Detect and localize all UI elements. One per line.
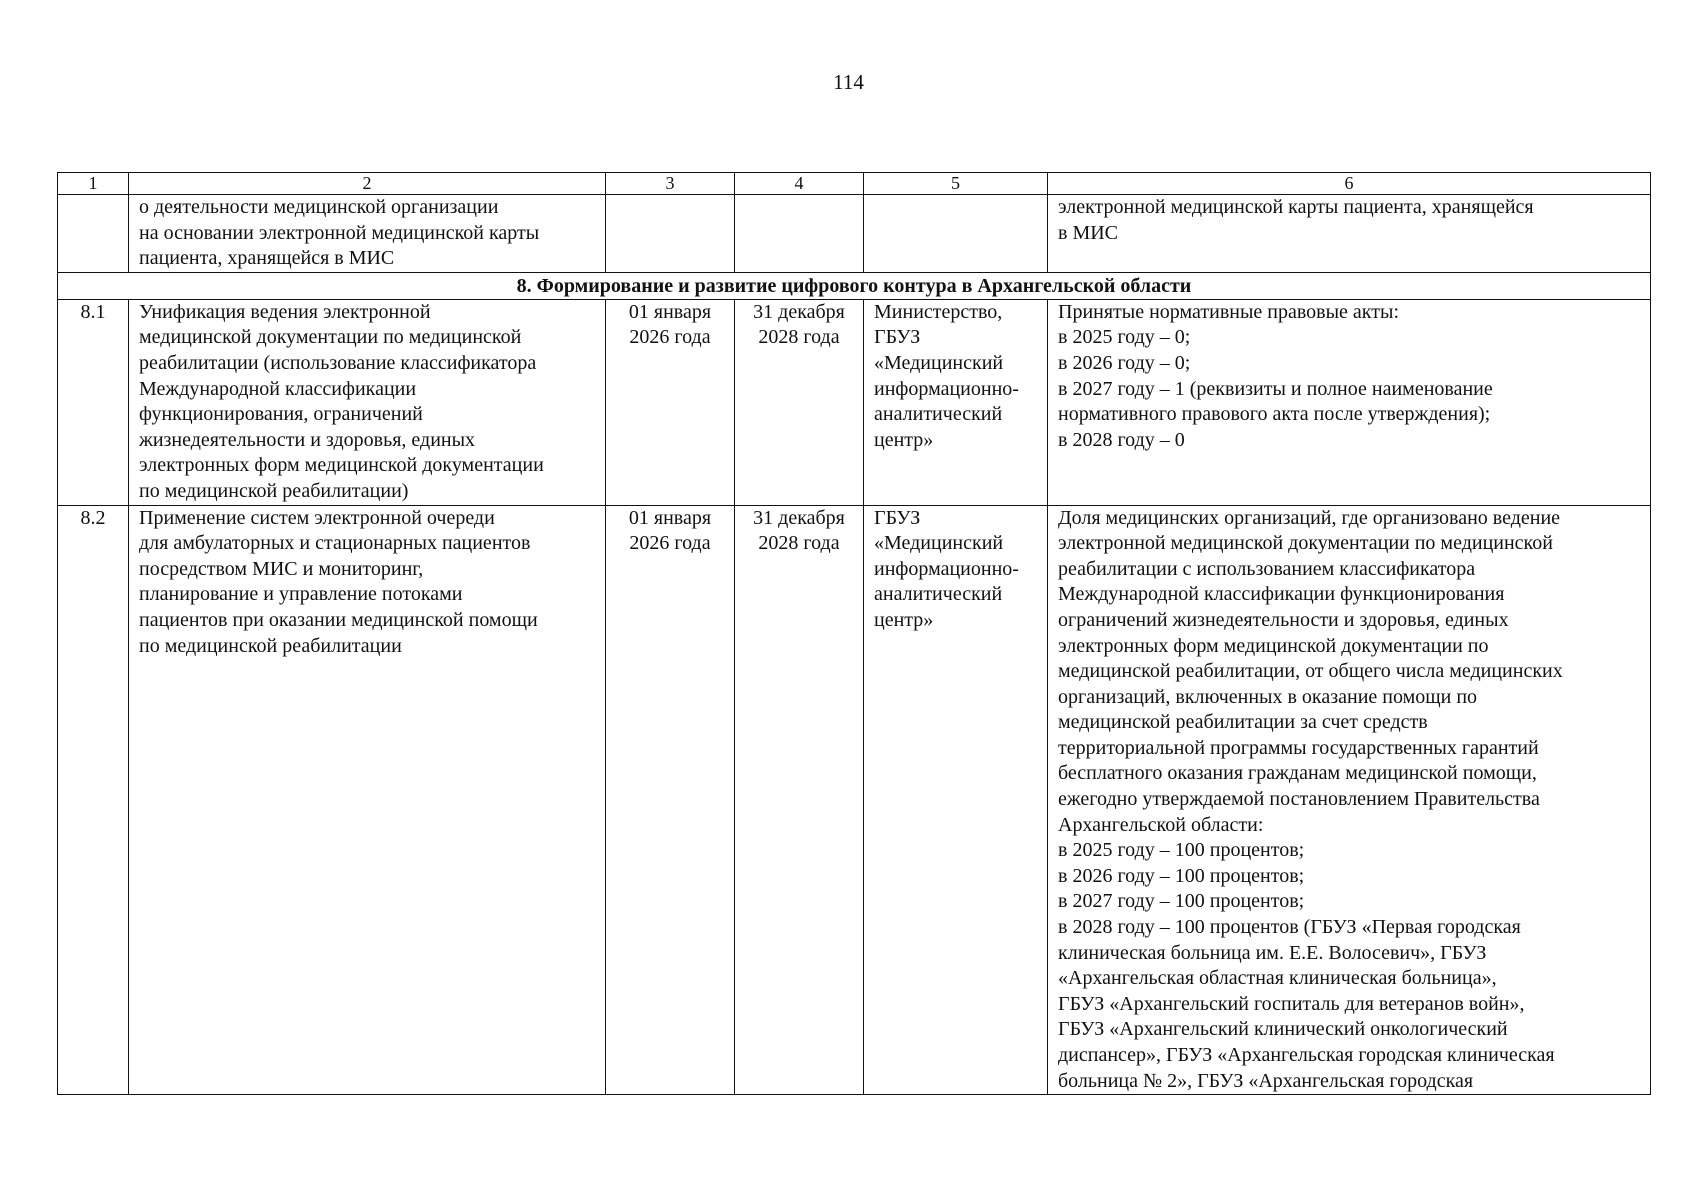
text-line: по медицинской реабилитации [139, 634, 402, 657]
text-line: в 2025 году – 100 процентов; [1058, 839, 1305, 862]
responsible-cell [864, 195, 1048, 273]
column-number: 5 [864, 173, 1048, 195]
text-line: диспансер», ГБУЗ «Архангельская городская клиническая [1058, 1044, 1555, 1066]
text-line: медицинской реабилитации, от общего числа медицинских [1058, 660, 1563, 683]
start-date-cell [606, 195, 735, 273]
text-line: медицинской документации по медицинской [139, 326, 522, 349]
text-line: в 2027 году – 1 (реквизиты и полное наименование [1058, 377, 1493, 400]
text-line: ГБУЗ «Архангельский клинический онкологический [1058, 1018, 1508, 1041]
text-line: 2026 года [629, 326, 711, 349]
text-line: 31 декабря [753, 506, 845, 529]
text-line: Международной классификации функционирования [1058, 583, 1505, 606]
text-line: Принятые нормативные правовые акты: [1058, 300, 1399, 323]
text-line: 2028 года [758, 326, 840, 349]
column-number: 6 [1048, 173, 1651, 195]
text-line: Министерство, [874, 300, 1003, 323]
text-line: 2028 года [758, 532, 840, 555]
result-cell [1048, 299, 1651, 505]
row-number-cell: 8.1 [58, 299, 129, 505]
end-date-cell [735, 505, 864, 1095]
continuation-row [58, 195, 1651, 273]
text-line: клиническая больница им. Е.Е. Волосевич», ГБУЗ [1058, 941, 1487, 964]
text-line: «Медицинский [874, 532, 1004, 555]
text-line: Доля медицинских организаций, где организовано ведение [1058, 506, 1561, 529]
end-date-cell [735, 299, 864, 505]
text-line: реабилитации (использование классификатора [139, 351, 537, 374]
end-date-cell [735, 195, 864, 273]
text-line: в 2026 году – 100 процентов; [1058, 864, 1305, 887]
text-line: электронной медицинской карты пациента, хранящейся [1058, 196, 1534, 218]
text-line: электронных форм медицинской документации по [1058, 634, 1489, 657]
text-line: 2026 года [629, 532, 711, 555]
text-line: центр» [874, 608, 934, 631]
text-line: нормативного правового акта после утверждения); [1058, 403, 1491, 426]
description-cell [129, 505, 606, 1095]
start-date-cell [606, 299, 735, 505]
text-line: медицинской реабилитации за счет средств [1058, 711, 1428, 734]
page-number: 114 [833, 70, 864, 94]
column-number: 3 [606, 173, 735, 195]
responsible-cell [864, 505, 1048, 1095]
section-title: 8. Формирование и развитие цифрового контура в Архангельской области [58, 272, 1651, 299]
result-cell [1048, 195, 1651, 273]
text-line: территориальной программы государственных гарантий [1058, 736, 1539, 759]
text-line: организаций, включенных в оказание помощи по [1058, 685, 1478, 708]
table-row [58, 505, 1651, 1095]
text-line: информационно- [874, 557, 1019, 580]
text-line: ГБУЗ [874, 326, 921, 349]
result-cell [1048, 505, 1651, 1095]
row-number-cell: 8.2 [58, 505, 129, 1095]
text-line: аналитический [874, 583, 1003, 606]
text-line: пациентов при оказании медицинской помощи [139, 608, 538, 631]
row-number-cell [58, 195, 129, 273]
text-line: посредством МИС и мониторинг, [139, 557, 424, 580]
text-line: для амбулаторных и стационарных пациентов [139, 532, 531, 555]
text-line: на основании электронной медицинской карты [139, 221, 540, 244]
text-line: реабилитации с использованием классификатора [1058, 557, 1476, 580]
text-line: жизнедеятельности и здоровья, единых [139, 428, 476, 451]
text-line: 01 января [628, 300, 712, 323]
text-line: планирование и управление потоками [139, 583, 463, 606]
text-line: Архангельской области: [1058, 813, 1264, 836]
text-line: «Архангельская областная клиническая больница», [1058, 967, 1497, 990]
column-number-row [58, 173, 1651, 195]
column-number: 2 [129, 173, 606, 195]
text-line: по медицинской реабилитации) [139, 479, 409, 502]
text-line: бесплатного оказания гражданам медицинской помощи, [1058, 762, 1537, 785]
text-line: в 2027 году – 100 процентов; [1058, 890, 1305, 913]
column-number: 4 [735, 173, 864, 195]
text-line: в 2028 году – 100 процентов (ГБУЗ «Первая городская [1058, 916, 1521, 939]
text-line: больница № 2», ГБУЗ «Архангельская городская [1058, 1069, 1474, 1092]
text-line: центр» [874, 428, 934, 451]
text-line: в 2026 году – 0; [1058, 351, 1191, 374]
text-line: в 2025 году – 0; [1058, 326, 1191, 349]
text-line: Международной классификации [139, 377, 417, 400]
text-line: Унификация ведения электронной [139, 300, 431, 323]
text-line: аналитический [874, 403, 1003, 426]
text-line: Применение систем электронной очереди [139, 506, 495, 529]
description-cell [129, 299, 606, 505]
text-line: ГБУЗ [874, 506, 921, 529]
text-line: ГБУЗ «Архангельский госпиталь для ветеранов войн», [1058, 992, 1525, 1015]
section-row [58, 272, 1651, 299]
text-line: информационно- [874, 377, 1019, 400]
text-line: в МИС [1058, 221, 1119, 244]
start-date-cell [606, 505, 735, 1095]
measures-table [57, 172, 1651, 1095]
text-line: «Медицинский [874, 351, 1004, 374]
text-line: 01 января [628, 506, 712, 529]
text-line: ежегодно утверждаемой постановлением Правительства [1058, 788, 1540, 811]
text-line: ограничений жизнедеятельности и здоровья, единых [1058, 608, 1509, 631]
text-line: функционирования, ограничений [139, 403, 423, 426]
column-number: 1 [58, 173, 129, 195]
text-line: электронной медицинской документации по медицинской [1058, 532, 1553, 555]
text-line: о деятельности медицинской организации [139, 196, 499, 218]
responsible-cell [864, 299, 1048, 505]
text-line: пациента, хранящейся в МИС [139, 247, 395, 270]
text-line: 31 декабря [753, 300, 845, 323]
table-row [58, 299, 1651, 505]
description-cell [129, 195, 606, 273]
text-line: электронных форм медицинской документации [139, 454, 544, 477]
text-line: в 2028 году – 0 [1058, 428, 1185, 451]
